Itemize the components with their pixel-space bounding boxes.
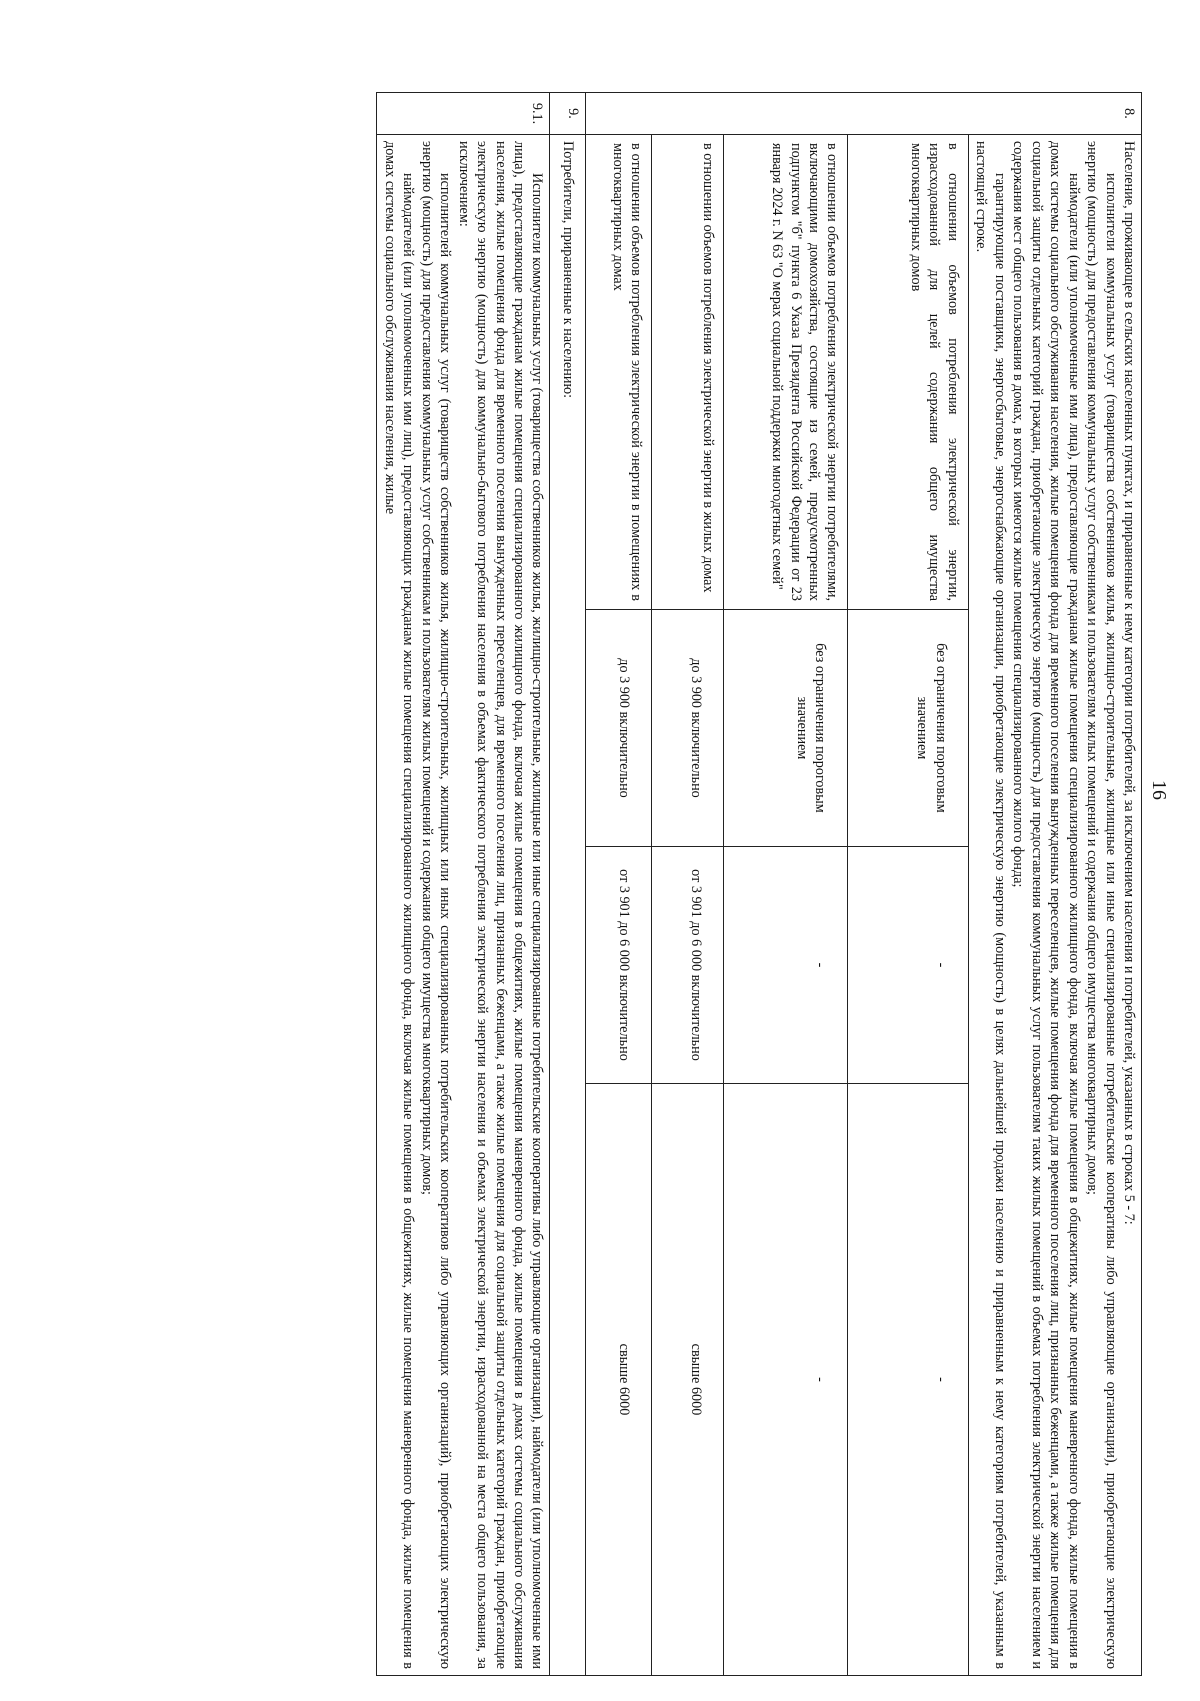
subrow-range-2: от 3 901 до 6 000 включительно [586,847,652,1084]
subrow-description: в отношении объемов потребления электрической энергии в жилых домах [652,135,724,610]
page-number: 16 [1148,780,1170,800]
row-9-text [550,135,585,1676]
row-9-1-text [377,135,550,1676]
subrow-range-3: свыше 6000 [586,1084,652,1676]
table-row-8 [968,93,1141,1676]
subrow-description: в отношении объемов потребления электрической энергии в помещениях в многоквартирных домах [586,135,652,610]
subrow-range-1: без ограничения пороговым значением [848,610,968,847]
subrow-range-2: - [724,847,848,1084]
row-8-subtable-cell [585,135,968,1676]
subtable-row [586,135,652,1675]
subrow-range-3: - [724,1084,848,1676]
table-row-8-subtable [585,93,968,1676]
subrow-range-1: до 3 900 включительно [586,610,652,847]
subtable-row [652,135,724,1675]
tariff-table [376,92,1142,1676]
subrow-range-1: до 3 900 включительно [652,610,724,847]
consumption-subtable [586,135,968,1675]
row-number-9: 9. [550,93,585,135]
subrow-range-2: от 3 901 до 6 000 включительно [652,847,724,1084]
subrow-description: в отношении объемов потребления электрической энергии потребителями, включающими домохозяйства, состоящие из семей, предусмотренных подпунктом "б" пункта 6 Указа Президента Российской Федерации от 23 января 2024 г. N 63 "О мерах социальной поддержки многодетных семей" [724,135,848,610]
row-8-paragraph: Население, проживающее в сельских населенных пунктах, и приравненные к нему категории потребителей, за исключением населения и потребителей, указанных в строках 5 - 7: [1121,141,1137,1225]
row-9-1-paragraph: исполнителей коммунальных услуг (товариществ собственников жилья, жилищно-строительных, жилищных или иных специализированных потребительских кооперативов либо управляющих организаций), приобретающих электрическую энергию (мощность) для предоставления коммунальных услуг собственникам и пользователям жилых помещений и содержания общего имущества многоквартирных домов; [418,141,454,1669]
table-row-9 [550,93,585,1676]
row-number-9-1: 9.1. [377,93,550,135]
row-9-paragraph: Потребители, приравненные к населению: [559,141,576,399]
row-8-paragraph: гарантирующие поставщики, энергосбытовые, энергоснабжающие организации, приобретающие электрическую энергию (мощность) в целях дальнейшей продажи населению и приравненным к нему категориям потребителей, указанным в настоящей строке. [973,141,1008,1669]
subrow-description: в отношении объемов потребления электрической энергии, израсходованной для целей содержания общего имущества многоквартирных домов [848,135,968,610]
row-9-1-paragraph: Исполнители коммунальных услуг (товарищества собственников жилья, жилищно-строительные, жилищные или иные специализированные потребительские кооперативы либо управляющие организации), наймодатели (или уполномоченные ими лица), предоставляющие гражданам жилые помещения специализированного жилищного фонда, включая жилые помещения в общежитиях, жилые помещения маневренного фонда, жилые помещения в домах системы социального обслуживания населения, жилые помещения фонда для временного поселения вынужденных переселенцев, для временного поселения лиц, признанных беженцами, а также жилые помещения для социальной защиты отдельных категорий граждан, приобретающие электрическую энергию (мощность) для коммунально-бытового потребления населения в объемах фактического потребления электрической энергии населения и объемах электрической энергии, израсходованной на места общего пользования, за исключением: [455,141,546,1669]
table-row-9-1 [377,93,550,1676]
row-8-paragraph: исполнители коммунальных услуг (товарищества собственников жилья, жилищно-строительные, жилищные или иные специализированные потребительские кооперативы либо управляющие организации), приобретающие электрическую энергию (мощность) для предоставления коммунальных услуг собственникам и пользователям жилых помещений и содержания общего имущества многоквартирных домов; [1084,141,1119,1669]
subrow-range-3: - [848,1084,968,1676]
row-9-1-paragraph: наймодателей (или уполномоченных ими лиц), предоставляющих гражданам жилые помещения специализированного жилищного фонда, включая жилые помещения в общежитиях, жилые помещения маневренного фонда, жилые помещения в домах системы социального обслуживания населения, жилые [381,141,417,1669]
subtable-row [848,135,968,1675]
subrow-range-2: - [848,847,968,1084]
row-8-text [968,135,1141,1676]
subtable-row [724,135,848,1675]
row-number-8: 8. [585,93,1141,135]
subrow-range-1: без ограничения пороговым значением [724,610,848,847]
row-8-paragraph: наймодатели (или уполномоченные ими лица), предоставляющие гражданам жилые помещения специализированного жилищного фонда, включая жилые помещения в общежитиях, жилые помещения маневренного фонда, жилые помещения в домах системы социального обслуживания населения, жилые помещения фонда для временного поселения вынужденных переселенцев, жилые помещения фонда для временного поселения лиц, признанных беженцами, а также жилые помещения для социальной защиты отдельных категорий граждан, приобретающие электрическую энергию (мощность) для предоставления коммунальных услуг пользователям таких жилых помещений в объемах потребления электрической энергии населением и содержания мест общего пользования в домах, в которых имеются жилые помещения специализированного жилого фонда; [1010,141,1082,1669]
subrow-range-3: свыше 6000 [652,1084,724,1676]
